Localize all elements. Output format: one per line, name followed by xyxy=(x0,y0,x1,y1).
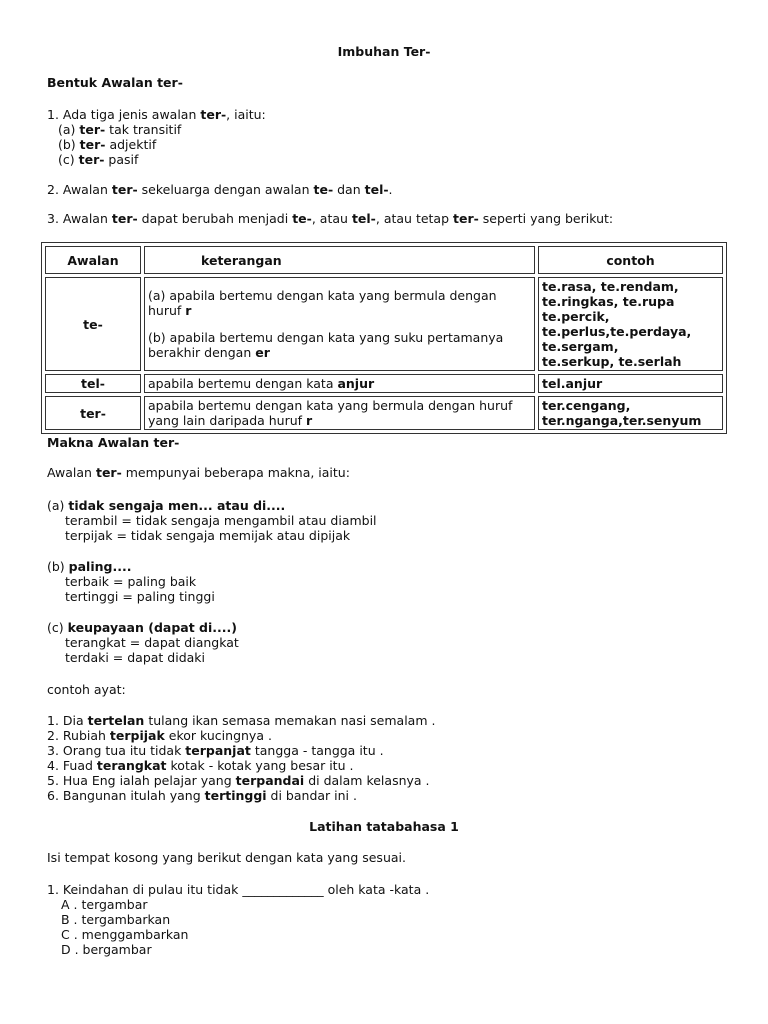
exercise-instruction: Isi tempat kosong yang berikut dengan kata yang sesuai. xyxy=(47,850,406,865)
awalan-cell: ter- xyxy=(45,396,141,430)
header-keterangan: keterangan xyxy=(144,246,535,274)
document-title: Imbuhan Ter- xyxy=(337,44,431,59)
sentence-item: 5. Hua Eng ialah pelajar yang terpandai di dalam kelasnya . xyxy=(47,773,430,788)
contoh-ayat-label: contoh ayat: xyxy=(47,682,126,697)
meaning-a-example: terambil = tidak sengaja mengambil atau diambil xyxy=(65,513,377,528)
keterangan-cell: (a) apabila bertemu dengan kata yang bermula dengan huruf r (b) apabila bertemu dengan kata yang suku pertamanya berakhir dengan er xyxy=(144,277,535,371)
option-a: A . tergambar xyxy=(61,897,148,912)
sentence-item: 3. Orang tua itu tidak terpanjat tangga - tangga itu . xyxy=(47,743,384,758)
type-item-a: (a) ter- tak transitif xyxy=(58,122,182,137)
paragraph-1: 1. Ada tiga jenis awalan ter-, iaitu: xyxy=(47,107,266,122)
meaning-c-example: terdaki = dapat didaki xyxy=(65,650,206,665)
awalan-cell: te- xyxy=(45,277,141,371)
exercise-question: 1. Keindahan di pulau itu tidak _____________ oleh kata -kata . xyxy=(47,882,430,897)
type-item-c: (c) ter- pasif xyxy=(58,152,139,167)
meaning-c-example: terangkat = dapat diangkat xyxy=(65,635,239,650)
paragraph-3: 3. Awalan ter- dapat berubah menjadi te-, atau tel-, atau tetap ter- seperti yang berikut: xyxy=(47,211,614,226)
keterangan-cell: apabila bertemu dengan kata anjur xyxy=(144,374,535,393)
awalan-table xyxy=(41,242,727,434)
awalan-cell: tel- xyxy=(45,374,141,393)
meaning-c-title: (c) keupayaan (dapat di....) xyxy=(47,620,237,635)
paragraph-2: 2. Awalan ter- sekeluarga dengan awalan te- dan tel-. xyxy=(47,182,393,197)
header-awalan: Awalan xyxy=(45,246,141,274)
option-b: B . tergambarkan xyxy=(61,912,171,927)
sentence-item: 4. Fuad terangkat kotak - kotak yang besar itu . xyxy=(47,758,354,773)
header-contoh: contoh xyxy=(538,246,723,274)
meaning-b-example: tertinggi = paling tinggi xyxy=(65,589,215,604)
type-item-b: (b) ter- adjektif xyxy=(58,137,157,152)
contoh-cell: ter.cengang, ter.nganga,ter.senyum xyxy=(538,396,723,430)
contoh-cell: tel.anjur xyxy=(538,374,723,393)
makna-intro: Awalan ter- mempunyai beberapa makna, iaitu: xyxy=(47,465,350,480)
meaning-b-title: (b) paling.... xyxy=(47,559,132,574)
keterangan-cell: apabila bertemu dengan kata yang bermula dengan huruf yang lain daripada huruf r xyxy=(144,396,535,430)
meaning-a-title: (a) tidak sengaja men... atau di.... xyxy=(47,498,286,513)
sentence-item: 6. Bangunan itulah yang tertinggi di bandar ini . xyxy=(47,788,357,803)
section-heading-bentuk: Bentuk Awalan ter- xyxy=(47,75,183,90)
meaning-a-example: terpijak = tidak sengaja memijak atau dipijak xyxy=(65,528,351,543)
meaning-b-example: terbaik = paling baik xyxy=(65,574,197,589)
table-row-ter xyxy=(45,396,723,430)
sentence-item: 1. Dia tertelan tulang ikan semasa memakan nasi semalam . xyxy=(47,713,436,728)
table-row-tel xyxy=(45,374,723,393)
table-header-row xyxy=(45,246,723,274)
option-c: C . menggambarkan xyxy=(61,927,189,942)
exercise-title: Latihan tatabahasa 1 xyxy=(309,819,459,834)
option-d: D . bergambar xyxy=(61,942,152,957)
sentence-item: 2. Rubiah terpijak ekor kucingnya . xyxy=(47,728,272,743)
section-heading-makna: Makna Awalan ter- xyxy=(47,435,180,450)
contoh-cell: te.rasa, te.rendam, te.ringkas, te.rupa te.percik, te.perlus,te.perdaya, te.sergam, te.serkup, te.serlah xyxy=(538,277,723,371)
table-row-te xyxy=(45,277,723,371)
